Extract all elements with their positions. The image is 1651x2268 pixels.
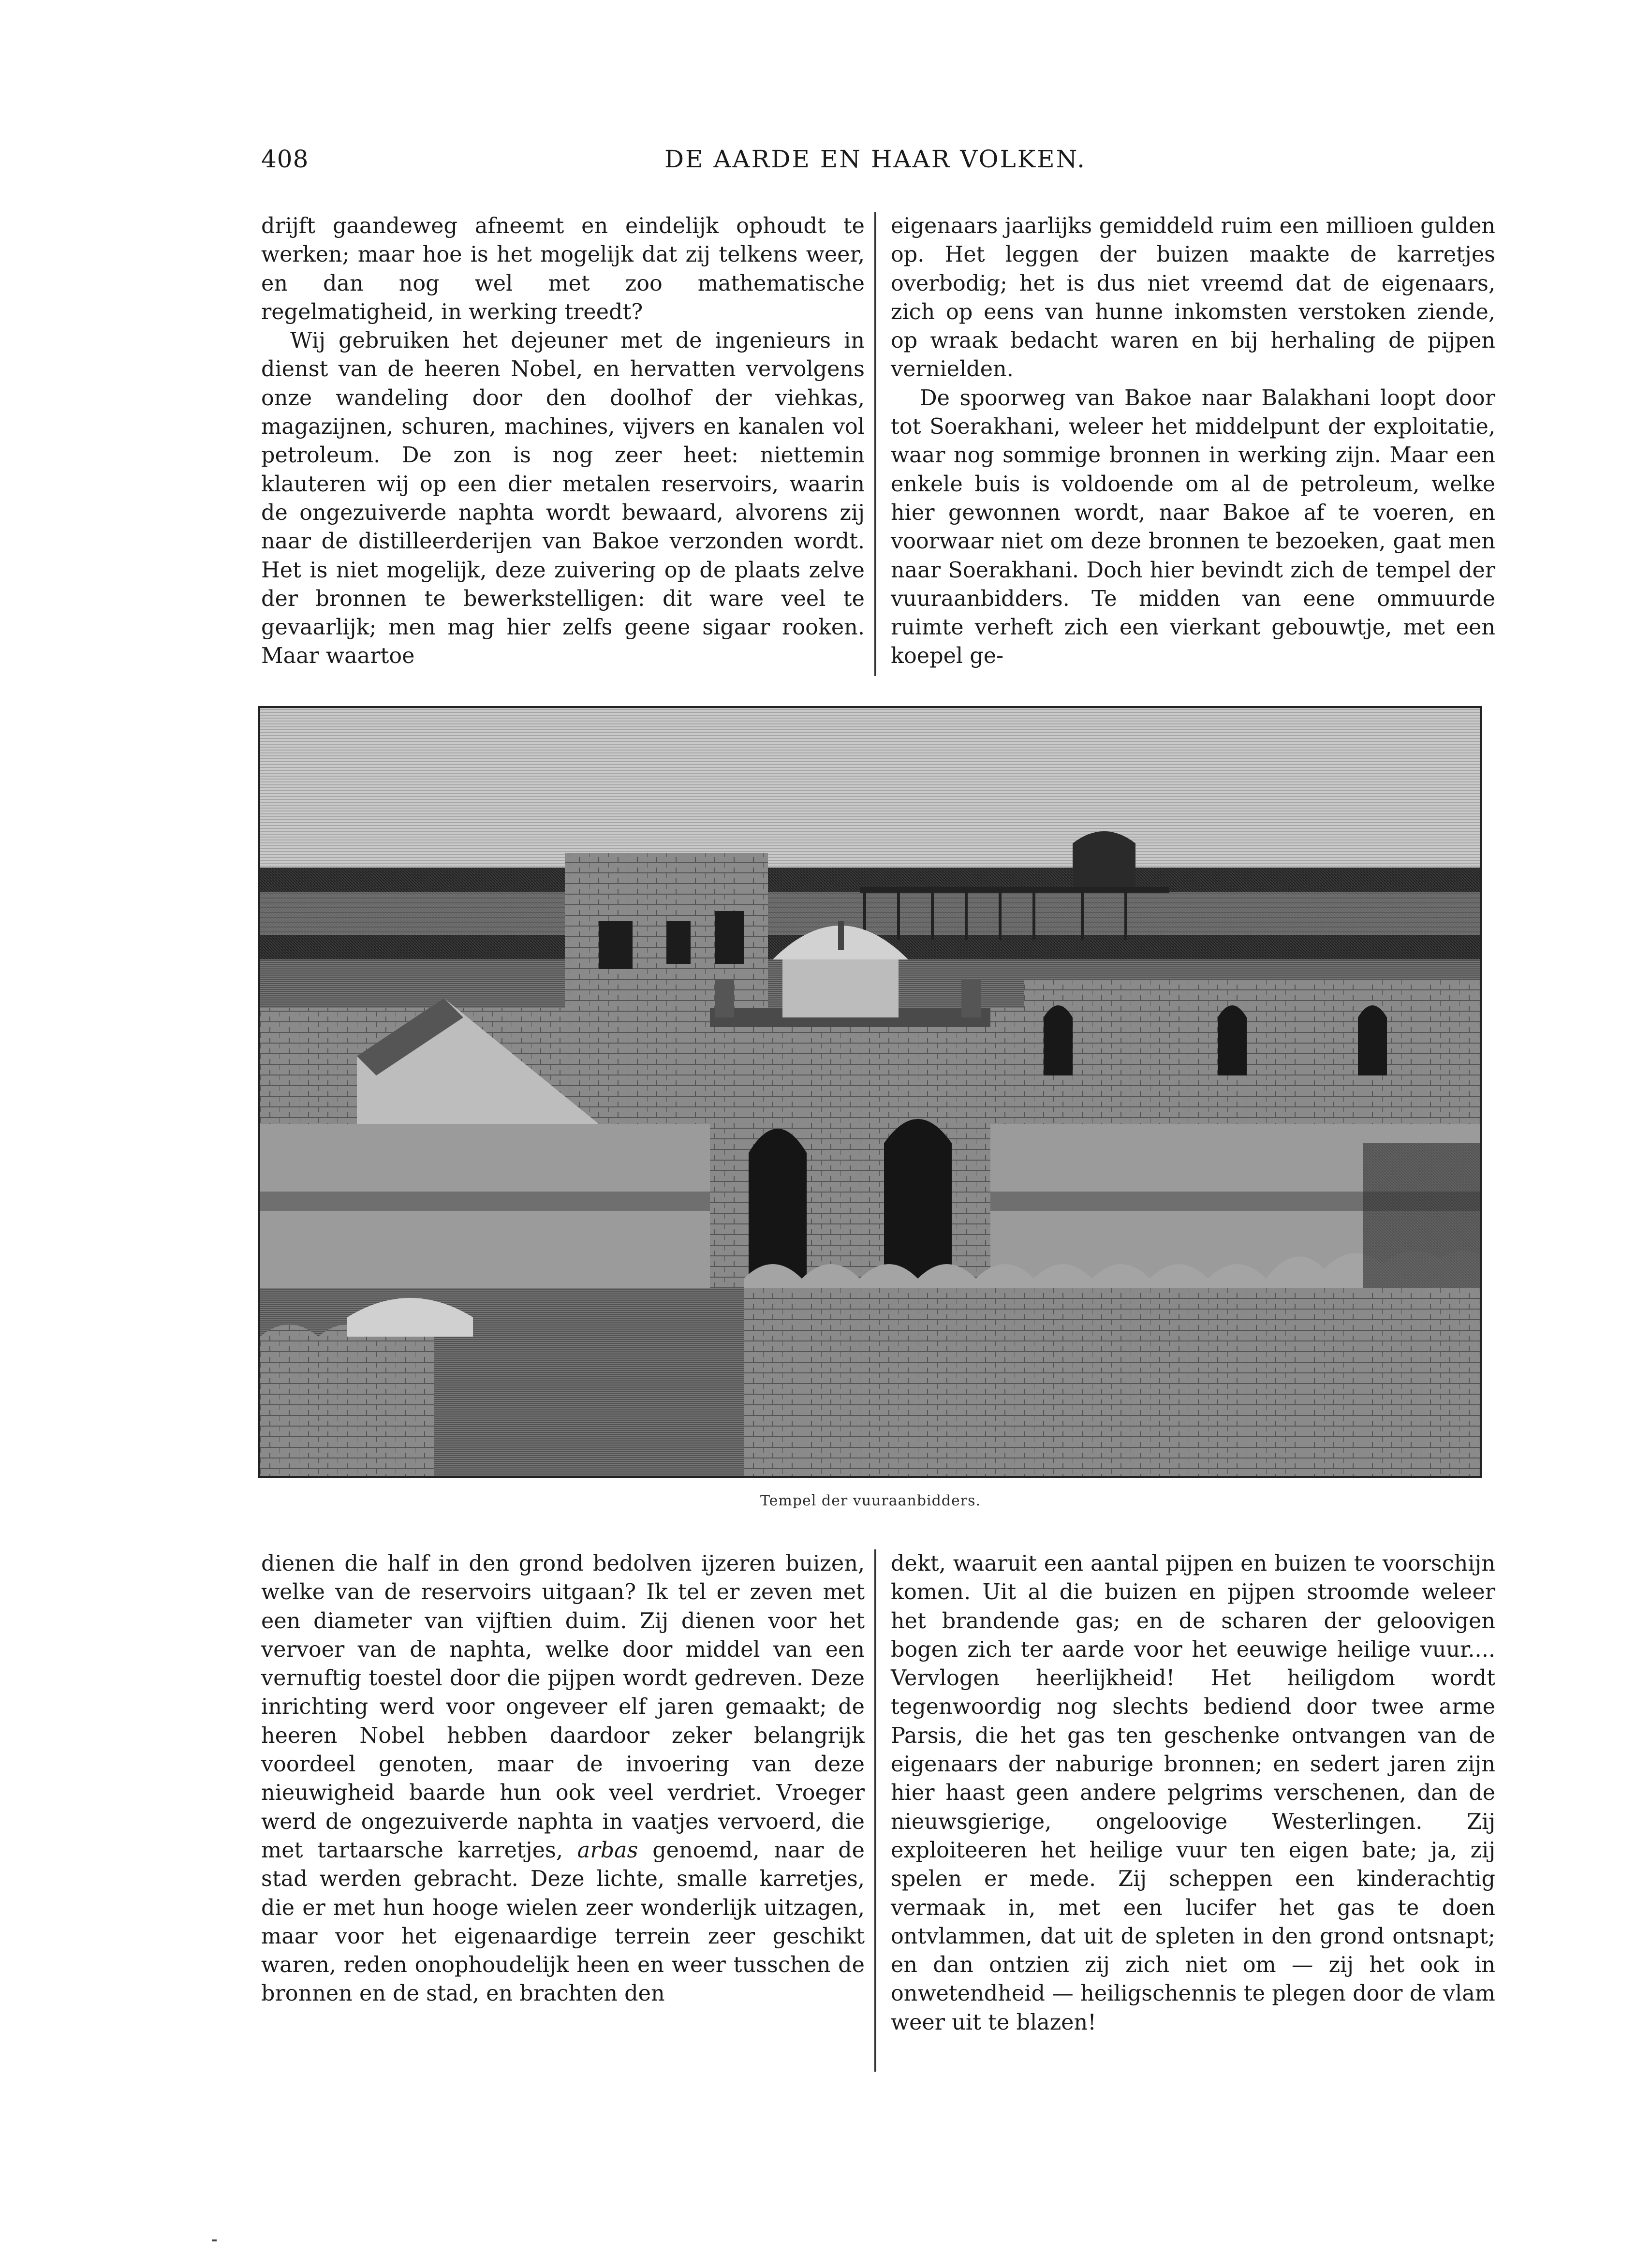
- column-rule: [874, 1549, 876, 2072]
- column-rule: [874, 212, 876, 676]
- text-run: dienen die half in den grond bedolven ijzeren buizen, welke van de reservoirs uitgaan? Ik tel er zeven met een diameter van vijftien duim. Zij dienen voor het vervoer van de naphta, welke door middel van een vernuftig toestel door die pijpen wordt gedreven. Deze inrichting werd voor ongeveer elf jaren gemaakt; de heeren Nobel hebben daardoor zeker belangrijk voordeel genoten, maar de invoering van deze nieuwigheid baarde hun ook veel verdriet. Vroeger werd de ongezuiverde naphta in vaatjes vervoerd, die met tartaarsche karretjes,: [261, 1551, 865, 1863]
- margin-mark: [212, 2239, 217, 2241]
- paragraph: Wij gebruiken het dejeuner met de ingenieurs in dienst van de heeren Nobel, en hervatten vervolgens onze wandeling door den doolhof der viehkas, magazijnen, schuren, machines, vijvers en kanalen vol petroleum. De zon is nog zeer heet: niettemin klauteren wij op een dier metalen reservoirs, waarin de ongezuiverde naphta wordt bewaard, alvorens zij naar de distilleerderijen van Bakoe verzonden wordt. Het is niet mogelijk, deze zuivering op de plaats zelve der bronnen te bewerkstelligen: dit ware veel te gevaarlijk; men mag hier zelfs geene sigaar rooken. Maar waartoe: [261, 328, 865, 669]
- running-head: DE AARDE EN HAAR VOLKEN.: [664, 145, 1087, 173]
- lower-left-column: [261, 1549, 865, 2008]
- lower-right-column: [891, 1549, 1495, 2037]
- paragraph: [261, 1549, 865, 2008]
- paragraph: drijft gaandeweg afneemt en eindelijk ophoudt te werken; maar hoe is het mogelijk dat zij telkens weer, en dan nog wel met zoo mathematische regelmatigheid, in werking treedt?: [261, 214, 865, 324]
- upper-left-column: [261, 212, 865, 671]
- paragraph: De spoorweg van Bakoe naar Balakhani loopt door tot Soerakhani, weleer het middelpunt der exploitatie, waar nog sommige bronnen in werking zijn. Maar een enkele buis is voldoende om al de petroleum, welke hier gewonnen wordt, naar Bakoe af te voeren, en voorwaar niet om deze bronnen te bezoeken, gaat men naar Soerakhani. Doch hier bevindt zich de tempel der vuuraanbidders. Te midden van eene ommuurde ruimte verheft zich een vierkant gebouwtje, met een koepel ge-: [891, 385, 1495, 669]
- text-run: genoemd, naar de stad werden gebracht. Deze lichte, smalle karretjes, die er met hun hooge wielen zeer wonderlijk uitzagen, maar voor het eigenaardige terrein zeer geschikt waren, reden onophoudelijk heen en weer tusschen de bronnen en de stad, en brachten den: [261, 1838, 865, 2006]
- page-number: 408: [261, 145, 309, 173]
- paragraph: eigenaars jaarlijks gemiddeld ruim een millioen gulden op. Het leggen der buizen maakte de karretjes overbodig; het is dus niet vreemd dat de eigenaars, zich op eens van hunne inkomsten verstoken ziende, op wraak bedacht waren en bij herhaling de pijpen vernielden.: [891, 214, 1495, 382]
- italic-term: arbas: [577, 1838, 638, 1863]
- temple-engraving: [258, 706, 1482, 1478]
- upper-right-column: [891, 212, 1495, 671]
- figure-caption: Tempel der vuuraanbidders.: [760, 1492, 981, 1509]
- paragraph: dekt, waaruit een aantal pijpen en buizen te voorschijn komen. Uit al die buizen en pijpen stroomde weleer het brandende gas; en de scharen der geloovigen bogen zich ter aarde voor het eeuwige heilige vuur.... Vervlogen heerlijkheid! Het heiligdom wordt tegenwoordig nog slechts bediend door twee arme Parsis, die het gas ten geschenke ontvangen van de eigenaars der naburige bronnen; en sedert jaren zijn hier haast geen andere pelgrims verschenen, dan de nieuwsgierige, ongeloovige Westerlingen. Zij exploiteeren het heilige vuur ten eigen bate; ja, zij spelen er mede. Zij scheppen een kinderachtig vermaak in, met een lucifer het gas te doen ontvlammen, dat uit de spleten in den grond ontsnapt; en dan ontzien zij zich niet om — zij het ook in onwetendheid — heiligschennis te plegen door de vlam weer uit te blazen!: [891, 1551, 1495, 2035]
